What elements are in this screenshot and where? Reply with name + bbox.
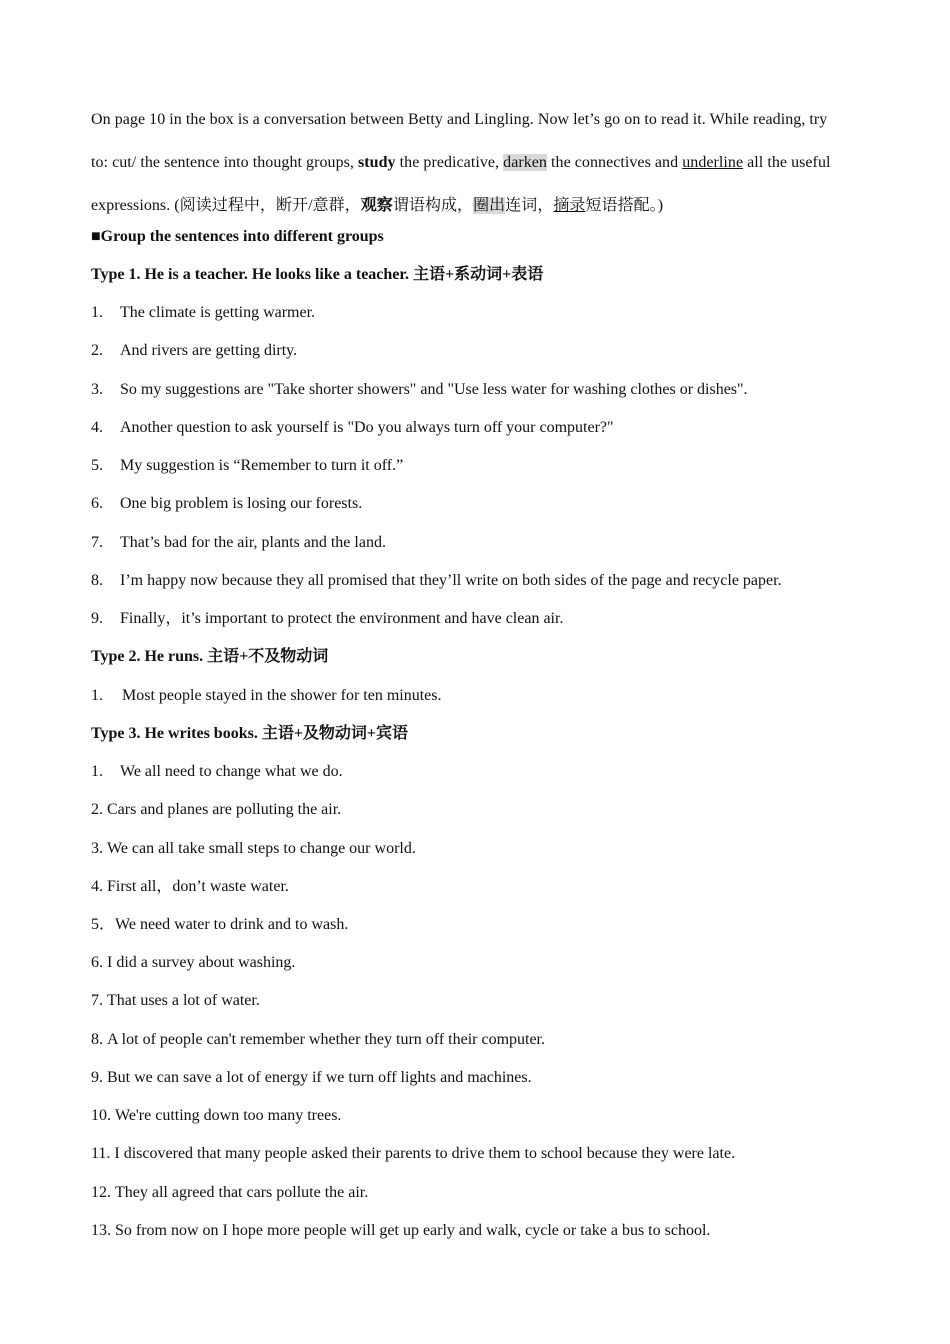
type3-item bbox=[91, 1144, 735, 1164]
item-text: The climate is getting warmer. bbox=[120, 304, 316, 321]
item-number: 7. bbox=[91, 534, 103, 551]
intro-text: the connectives and bbox=[546, 154, 683, 171]
type1-item bbox=[91, 609, 563, 629]
item-number: 5. bbox=[91, 457, 103, 474]
intro-text: all the useful bbox=[743, 154, 831, 171]
type3-item bbox=[91, 953, 295, 973]
item-text: So my suggestions are "Take shorter showers" and "Use less water for washing clothes or dishes". bbox=[120, 381, 748, 398]
item-number: 7. bbox=[91, 992, 103, 1009]
item-text: We need water to drink and to wash. bbox=[115, 916, 349, 933]
item-text: Cars and planes are polluting the air. bbox=[107, 801, 342, 818]
intro-text: to: cut/ the sentence into thought groups, bbox=[91, 154, 358, 171]
type3-item bbox=[91, 991, 260, 1011]
intro-text: expressions. (阅读过程中，断开/意群， bbox=[91, 197, 361, 214]
item-number: 2. bbox=[91, 342, 103, 359]
intro-text: 谓语构成， bbox=[392, 197, 474, 214]
item-number: 2. bbox=[91, 801, 103, 818]
item-text: I’m happy now because they all promised that they’ll write on both sides of the page and recycle paper. bbox=[120, 572, 782, 589]
item-text: So from now on I hope more people will get up early and walk, cycle or take a bus to school. bbox=[115, 1222, 711, 1239]
item-number: 1. bbox=[91, 763, 103, 780]
item-number: 8. bbox=[91, 1031, 103, 1048]
item-text: That’s bad for the air, plants and the land. bbox=[120, 534, 386, 551]
type2-heading: Type 2. He runs. 主语+不及物动词 bbox=[91, 648, 329, 665]
study-keyword: study bbox=[358, 154, 396, 171]
item-number: 4. bbox=[91, 419, 103, 436]
excerpt-keyword: 摘录 bbox=[553, 197, 586, 214]
item-number: 4. bbox=[91, 878, 103, 895]
intro-line-2 bbox=[91, 141, 866, 184]
item-text: We all need to change what we do. bbox=[120, 763, 343, 780]
item-number: 3. bbox=[91, 840, 103, 857]
intro-line-3 bbox=[91, 184, 866, 227]
underline-keyword: underline bbox=[682, 154, 744, 171]
intro-text: the predicative, bbox=[395, 154, 504, 171]
type3-item bbox=[91, 762, 343, 782]
type1-item bbox=[91, 494, 362, 514]
type3-heading: Type 3. He writes books. 主语+及物动词+宾语 bbox=[91, 725, 409, 742]
circle-keyword: 圈出 bbox=[473, 197, 506, 214]
item-number: 9. bbox=[91, 610, 103, 627]
item-number: 13. bbox=[91, 1222, 111, 1239]
intro-line-1: On page 10 in the box is a conversation between Betty and Lingling. Now let’s go on to read it. While reading, try bbox=[91, 111, 828, 128]
item-text: But we can save a lot of energy if we turn off lights and machines. bbox=[107, 1069, 532, 1086]
type3-item bbox=[91, 877, 289, 897]
item-number: 11. bbox=[91, 1145, 111, 1162]
item-text: We're cutting down too many trees. bbox=[115, 1107, 342, 1124]
item-number: 9. bbox=[91, 1069, 103, 1086]
item-text: One big problem is losing our forests. bbox=[120, 495, 363, 512]
item-text: First all，don’t waste water. bbox=[107, 878, 289, 895]
item-number: 6. bbox=[91, 495, 103, 512]
observe-keyword: 观察 bbox=[360, 197, 393, 214]
item-number: 10. bbox=[91, 1107, 111, 1124]
item-number: 6. bbox=[91, 954, 103, 971]
item-text: We can all take small steps to change our world. bbox=[107, 840, 416, 857]
type3-item bbox=[91, 1183, 368, 1203]
type3-item bbox=[91, 800, 341, 820]
item-text: They all agreed that cars pollute the air. bbox=[115, 1184, 369, 1201]
item-text: That uses a lot of water. bbox=[107, 992, 260, 1009]
item-number: 5． bbox=[91, 916, 116, 933]
item-text: Most people stayed in the shower for ten minutes. bbox=[122, 687, 442, 704]
type1-item bbox=[91, 456, 403, 476]
item-text: I discovered that many people asked their parents to drive them to school because they were late. bbox=[114, 1145, 736, 1162]
type2-item bbox=[91, 686, 442, 706]
item-number: 1. bbox=[91, 687, 103, 704]
item-text: I did a survey about washing. bbox=[107, 954, 296, 971]
item-text: My suggestion is “Remember to turn it off.” bbox=[120, 457, 404, 474]
type3-item bbox=[91, 1221, 710, 1241]
type1-item bbox=[91, 418, 614, 438]
type1-item bbox=[91, 303, 315, 323]
intro-text: 短语搭配。) bbox=[585, 197, 664, 214]
type1-item bbox=[91, 380, 748, 400]
type3-item bbox=[91, 839, 416, 859]
intro-text: 连词， bbox=[505, 197, 554, 214]
type1-item bbox=[91, 533, 386, 553]
type1-item bbox=[91, 571, 782, 591]
item-number: 3. bbox=[91, 381, 103, 398]
item-text: A lot of people can't remember whether they turn off their computer. bbox=[107, 1031, 545, 1048]
item-number: 12. bbox=[91, 1184, 111, 1201]
darken-keyword: darken bbox=[503, 154, 547, 171]
type3-item bbox=[91, 1106, 341, 1126]
item-text: Finally，it’s important to protect the environment and have clean air. bbox=[120, 610, 564, 627]
intro-paragraph bbox=[91, 98, 866, 227]
item-number: 8. bbox=[91, 572, 103, 589]
type3-item bbox=[91, 1030, 545, 1050]
type3-item bbox=[91, 915, 348, 935]
type1-heading: Type 1. He is a teacher. He looks like a teacher. 主语+系动词+表语 bbox=[91, 266, 544, 283]
group-heading: ■Group the sentences into different groups bbox=[91, 228, 384, 245]
type1-item bbox=[91, 341, 297, 361]
item-text: Another question to ask yourself is "Do you always turn off your computer?" bbox=[120, 419, 614, 436]
item-number: 1. bbox=[91, 304, 103, 321]
type3-item bbox=[91, 1068, 532, 1088]
item-text: And rivers are getting dirty. bbox=[120, 342, 298, 359]
